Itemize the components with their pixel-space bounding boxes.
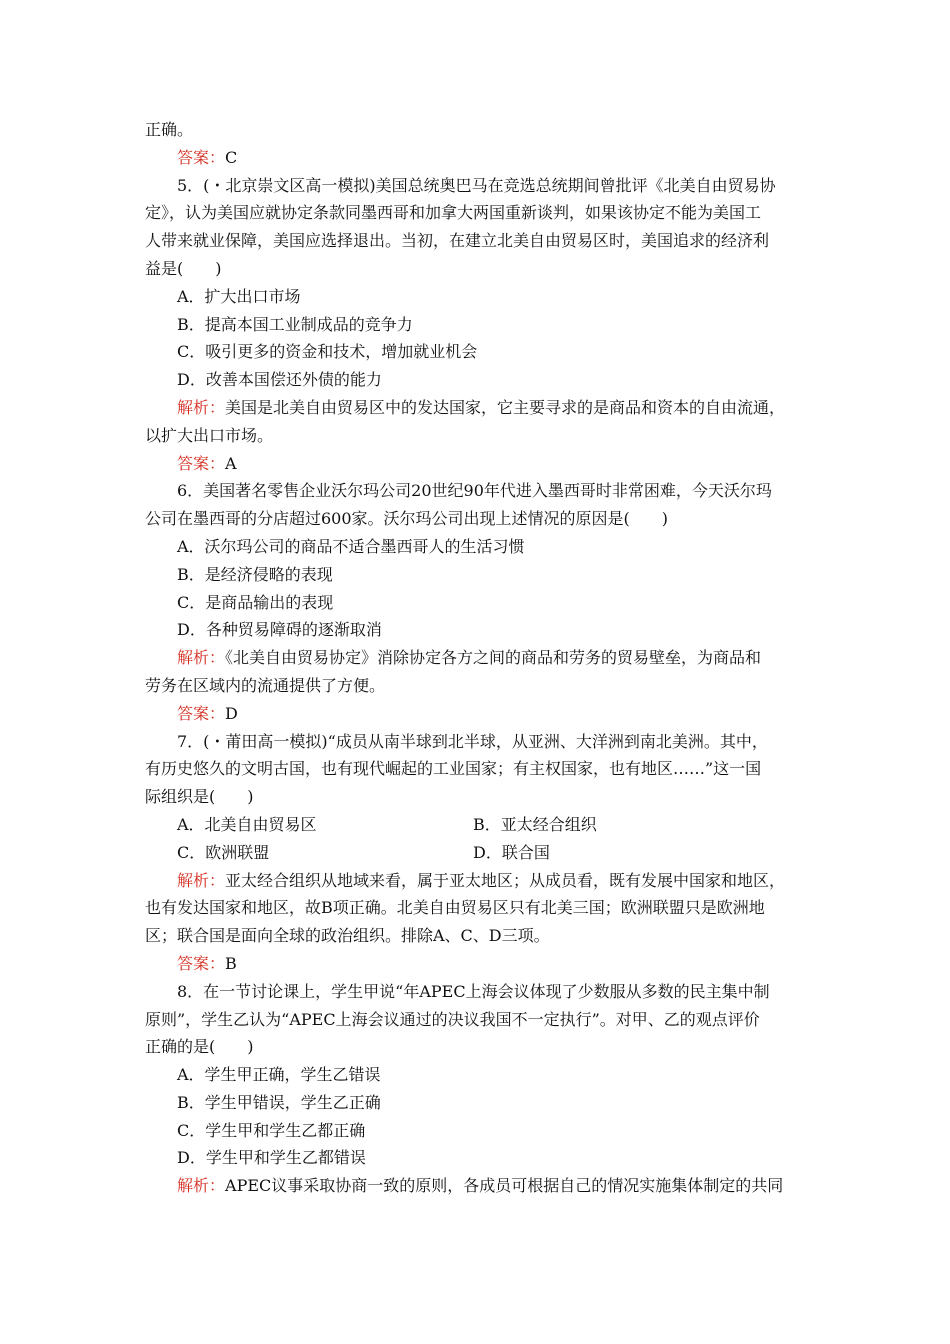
analysis-label: 解析：: [177, 397, 226, 417]
q8-option-b: B．学生甲错误，学生乙正确: [177, 1092, 381, 1112]
analysis-text: 亚太经合组织从地域来看，属于亚太地区；从成员看，既有发展中国家和地区，: [225, 870, 786, 890]
q7-analysis: [145, 867, 810, 895]
answer-line-q4: [145, 144, 810, 172]
q8-option-c: C．学生甲和学生乙都正确: [177, 1120, 366, 1140]
answer-label: 答案：: [177, 453, 226, 473]
answer-value: A: [225, 453, 237, 473]
answer-value: C: [225, 147, 238, 167]
q6-option-d: D．各种贸易障碍的逐渐取消: [177, 620, 382, 640]
answer-line-q7: [145, 950, 810, 978]
analysis-label: 解析：: [177, 870, 226, 890]
answer-label: 答案：: [177, 703, 226, 723]
analysis-text: 美国是北美自由贸易区中的发达国家，它主要寻求的是商品和资本的自由流通，: [225, 397, 786, 417]
q6-option-c: C．是商品输出的表现: [177, 592, 334, 612]
q7-option-a: A．北美自由贸易区: [177, 814, 317, 834]
q6-stem-line: 6．美国著名零售企业沃尔玛公司20世纪90年代进入墨西哥时非常困难，今天沃尔玛: [177, 481, 772, 501]
q8-stem-line: 8．在一节讨论课上，学生甲说“年APEC上海会议体现了少数服从多数的民主集中制: [177, 981, 770, 1001]
answer-line-q6: [145, 700, 810, 728]
answer-value: D: [225, 703, 238, 723]
q8-option-d: D．学生甲和学生乙都错误: [177, 1148, 366, 1168]
q5-option-a: A．扩大出口市场: [177, 286, 301, 306]
q8-stem-line: 原则”，学生乙认为“APEC上海会议通过的决议我国不一定执行”。对甲、乙的观点评价: [145, 1009, 760, 1029]
q7-stem-line: 有历史悠久的文明古国，也有现代崛起的工业国家；有主权国家，也有地区……”这一国: [145, 759, 762, 779]
q5-analysis-line: 以扩大出口市场。: [145, 425, 274, 445]
continuation-text: 正确。: [145, 120, 194, 139]
q5-stem-line: 人带来就业保障，美国应选择退出。当初，在建立北美自由贸易区时，美国追求的经济利: [145, 231, 770, 251]
q5-stem-line: 定》，认为美国应就协定条款同墨西哥和加拿大两国重新谈判，如果该协定不能为美国工: [145, 203, 762, 223]
q8-analysis: [145, 1172, 810, 1200]
q7-options-row: [145, 839, 810, 867]
q5-analysis: [145, 394, 810, 422]
answer-line-q5: [145, 450, 810, 478]
q6-option-a: A．沃尔玛公司的商品不适合墨西哥人的生活习惯: [177, 536, 525, 556]
analysis-label: 解析：: [177, 648, 226, 668]
q5-option-b: B．提高本国工业制成品的竞争力: [177, 314, 413, 334]
q5-stem-line: 5．(・北京崇文区高一模拟)美国总统奥巴马在竞选总统期间曾批评《北美自由贸易协: [177, 175, 776, 195]
analysis-label: 解析：: [177, 1176, 226, 1196]
q7-option-d: D．联合国: [473, 842, 550, 862]
analysis-text: 《北美自由贸易协定》消除协定各方之间的商品和劳务的贸易壁垒，为商品和: [225, 648, 762, 668]
answer-label: 答案：: [177, 953, 226, 973]
q7-option-b: B．亚太经合组织: [473, 814, 597, 834]
q7-analysis-line: 也有发达国家和地区，故B项正确。北美自由贸易区只有北美三国；欧洲联盟只是欧洲地: [145, 898, 765, 918]
q7-stem-line: 7．(・莆田高一模拟)“成员从南半球到北半球，从亚洲、大洋洲到南北美洲。其中，: [177, 731, 768, 751]
q7-option-c: C．欧洲联盟: [177, 842, 270, 862]
document-body: [145, 116, 810, 1200]
q5-option-c: C．吸引更多的资金和技术，增加就业机会: [177, 342, 478, 362]
answer-value: B: [225, 953, 237, 973]
q7-options-row: [145, 811, 810, 839]
q6-analysis: [145, 644, 810, 672]
q7-analysis-line: 区；联合国是面向全球的政治组织。排除A、C、D三项。: [145, 926, 550, 946]
q8-option-a: A．学生甲正确，学生乙错误: [177, 1065, 381, 1085]
q5-stem-line: 益是( ): [145, 258, 222, 278]
q8-stem-line: 正确的是( ): [145, 1037, 254, 1057]
q7-stem-line: 际组织是( ): [145, 787, 254, 807]
q5-option-d: D．改善本国偿还外债的能力: [177, 370, 382, 390]
q6-analysis-line: 劳务在区域内的流通提供了方便。: [145, 675, 386, 695]
answer-label: 答案：: [177, 147, 226, 167]
analysis-text: APEC议事采取协商一致的原则，各成员可根据自己的情况实施集体制定的共同: [225, 1176, 784, 1196]
q6-stem-line: 公司在墨西哥的分店超过600家。沃尔玛公司出现上述情况的原因是( ): [145, 509, 669, 529]
q6-option-b: B．是经济侵略的表现: [177, 564, 333, 584]
